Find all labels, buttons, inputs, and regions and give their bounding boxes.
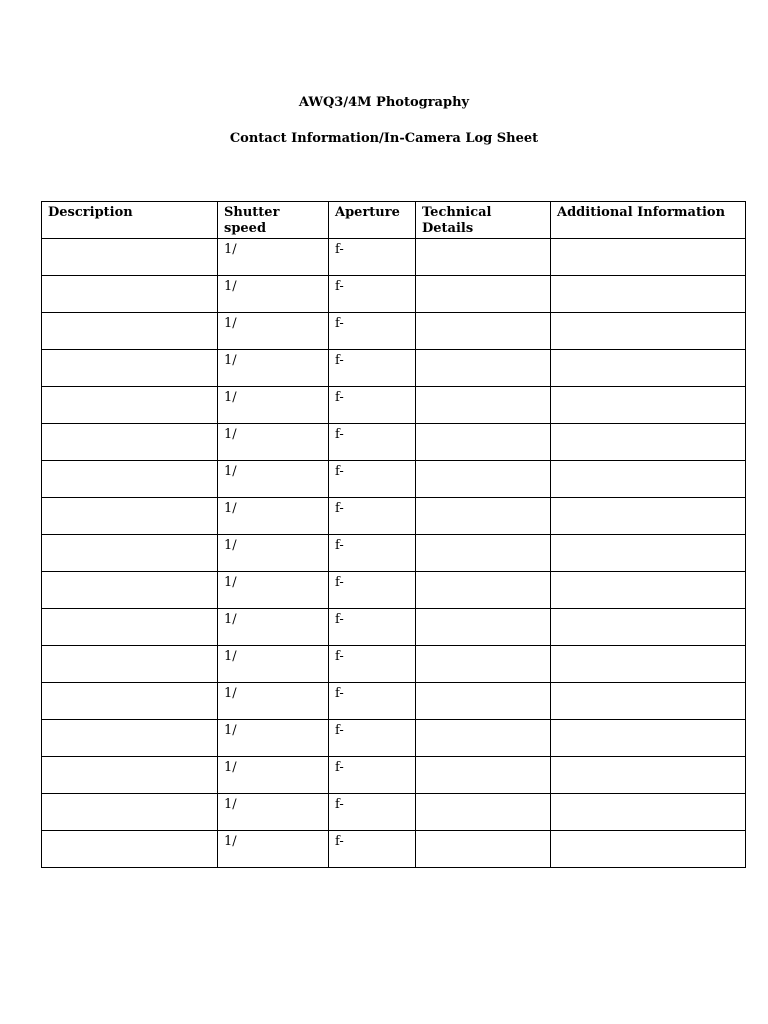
cell-shutter-speed[interactable]: 1/	[218, 535, 329, 572]
cell-technical-details[interactable]	[416, 461, 551, 498]
cell-description[interactable]	[42, 831, 218, 868]
table-row	[42, 461, 746, 498]
cell-technical-details[interactable]	[416, 757, 551, 794]
cell-additional-information[interactable]	[551, 831, 746, 868]
cell-description[interactable]	[42, 239, 218, 276]
cell-shutter-speed[interactable]: 1/	[218, 498, 329, 535]
table-row	[42, 387, 746, 424]
cell-description[interactable]	[42, 757, 218, 794]
cell-shutter-speed[interactable]: 1/	[218, 757, 329, 794]
header-shutter-speed: Shutter speed	[218, 202, 329, 239]
cell-description[interactable]	[42, 424, 218, 461]
cell-aperture[interactable]: f-	[329, 572, 416, 609]
table-row	[42, 831, 746, 868]
cell-technical-details[interactable]	[416, 424, 551, 461]
table-row	[42, 276, 746, 313]
cell-shutter-speed[interactable]: 1/	[218, 572, 329, 609]
cell-description[interactable]	[42, 313, 218, 350]
table-row	[42, 239, 746, 276]
cell-additional-information[interactable]	[551, 609, 746, 646]
cell-shutter-speed[interactable]: 1/	[218, 831, 329, 868]
cell-aperture[interactable]: f-	[329, 646, 416, 683]
table-row	[42, 757, 746, 794]
cell-technical-details[interactable]	[416, 498, 551, 535]
table-row	[42, 683, 746, 720]
cell-additional-information[interactable]	[551, 646, 746, 683]
table-row	[42, 424, 746, 461]
cell-shutter-speed[interactable]: 1/	[218, 720, 329, 757]
cell-technical-details[interactable]	[416, 387, 551, 424]
cell-shutter-speed[interactable]: 1/	[218, 350, 329, 387]
log-table	[41, 201, 746, 868]
cell-shutter-speed[interactable]: 1/	[218, 387, 329, 424]
cell-aperture[interactable]: f-	[329, 720, 416, 757]
cell-additional-information[interactable]	[551, 313, 746, 350]
cell-description[interactable]	[42, 461, 218, 498]
cell-description[interactable]	[42, 387, 218, 424]
cell-technical-details[interactable]	[416, 572, 551, 609]
cell-technical-details[interactable]	[416, 646, 551, 683]
cell-technical-details[interactable]	[416, 831, 551, 868]
table-row	[42, 350, 746, 387]
document-title: AWQ3/4M Photography	[298, 95, 470, 110]
cell-description[interactable]	[42, 720, 218, 757]
cell-aperture[interactable]: f-	[329, 535, 416, 572]
cell-shutter-speed[interactable]: 1/	[218, 794, 329, 831]
cell-aperture[interactable]: f-	[329, 239, 416, 276]
cell-description[interactable]	[42, 572, 218, 609]
document-subtitle: Contact Information/In-Camera Log Sheet	[229, 131, 539, 146]
cell-shutter-speed[interactable]: 1/	[218, 646, 329, 683]
cell-additional-information[interactable]	[551, 683, 746, 720]
cell-aperture[interactable]: f-	[329, 831, 416, 868]
cell-additional-information[interactable]	[551, 424, 746, 461]
table-row	[42, 535, 746, 572]
cell-additional-information[interactable]	[551, 794, 746, 831]
cell-additional-information[interactable]	[551, 757, 746, 794]
cell-technical-details[interactable]	[416, 239, 551, 276]
cell-description[interactable]	[42, 498, 218, 535]
table-row	[42, 646, 746, 683]
header-description: Description	[42, 202, 218, 239]
table-row	[42, 572, 746, 609]
cell-description[interactable]	[42, 609, 218, 646]
table-row	[42, 720, 746, 757]
cell-aperture[interactable]: f-	[329, 683, 416, 720]
table-row	[42, 313, 746, 350]
cell-shutter-speed[interactable]: 1/	[218, 609, 329, 646]
cell-technical-details[interactable]	[416, 535, 551, 572]
cell-aperture[interactable]: f-	[329, 461, 416, 498]
cell-additional-information[interactable]	[551, 461, 746, 498]
cell-technical-details[interactable]	[416, 276, 551, 313]
cell-aperture[interactable]: f-	[329, 387, 416, 424]
cell-shutter-speed[interactable]: 1/	[218, 239, 329, 276]
table-body	[42, 239, 746, 868]
cell-technical-details[interactable]	[416, 609, 551, 646]
cell-shutter-speed[interactable]: 1/	[218, 276, 329, 313]
cell-description[interactable]	[42, 794, 218, 831]
cell-aperture[interactable]: f-	[329, 350, 416, 387]
cell-description[interactable]	[42, 276, 218, 313]
cell-additional-information[interactable]	[551, 720, 746, 757]
cell-technical-details[interactable]	[416, 794, 551, 831]
table-row	[42, 609, 746, 646]
cell-technical-details[interactable]	[416, 313, 551, 350]
cell-aperture[interactable]: f-	[329, 609, 416, 646]
cell-technical-details[interactable]	[416, 350, 551, 387]
cell-aperture[interactable]: f-	[329, 794, 416, 831]
cell-description[interactable]	[42, 683, 218, 720]
table-header-row	[42, 202, 746, 239]
cell-technical-details[interactable]	[416, 720, 551, 757]
header-aperture: Aperture	[329, 202, 416, 239]
cell-technical-details[interactable]	[416, 683, 551, 720]
cell-shutter-speed[interactable]: 1/	[218, 683, 329, 720]
cell-aperture[interactable]: f-	[329, 757, 416, 794]
cell-description[interactable]	[42, 646, 218, 683]
table-row	[42, 498, 746, 535]
cell-aperture[interactable]: f-	[329, 498, 416, 535]
cell-additional-information[interactable]	[551, 498, 746, 535]
cell-additional-information[interactable]	[551, 276, 746, 313]
cell-additional-information[interactable]	[551, 239, 746, 276]
cell-description[interactable]	[42, 350, 218, 387]
header-technical-details: Technical Details	[416, 202, 551, 239]
header-additional-information: Additional Information	[551, 202, 746, 239]
cell-shutter-speed[interactable]: 1/	[218, 461, 329, 498]
cell-aperture[interactable]: f-	[329, 424, 416, 461]
cell-additional-information[interactable]	[551, 350, 746, 387]
cell-shutter-speed[interactable]: 1/	[218, 313, 329, 350]
cell-shutter-speed[interactable]: 1/	[218, 424, 329, 461]
cell-description[interactable]	[42, 535, 218, 572]
cell-additional-information[interactable]	[551, 535, 746, 572]
cell-additional-information[interactable]	[551, 387, 746, 424]
cell-aperture[interactable]: f-	[329, 313, 416, 350]
table-row	[42, 794, 746, 831]
cell-additional-information[interactable]	[551, 572, 746, 609]
cell-aperture[interactable]: f-	[329, 276, 416, 313]
